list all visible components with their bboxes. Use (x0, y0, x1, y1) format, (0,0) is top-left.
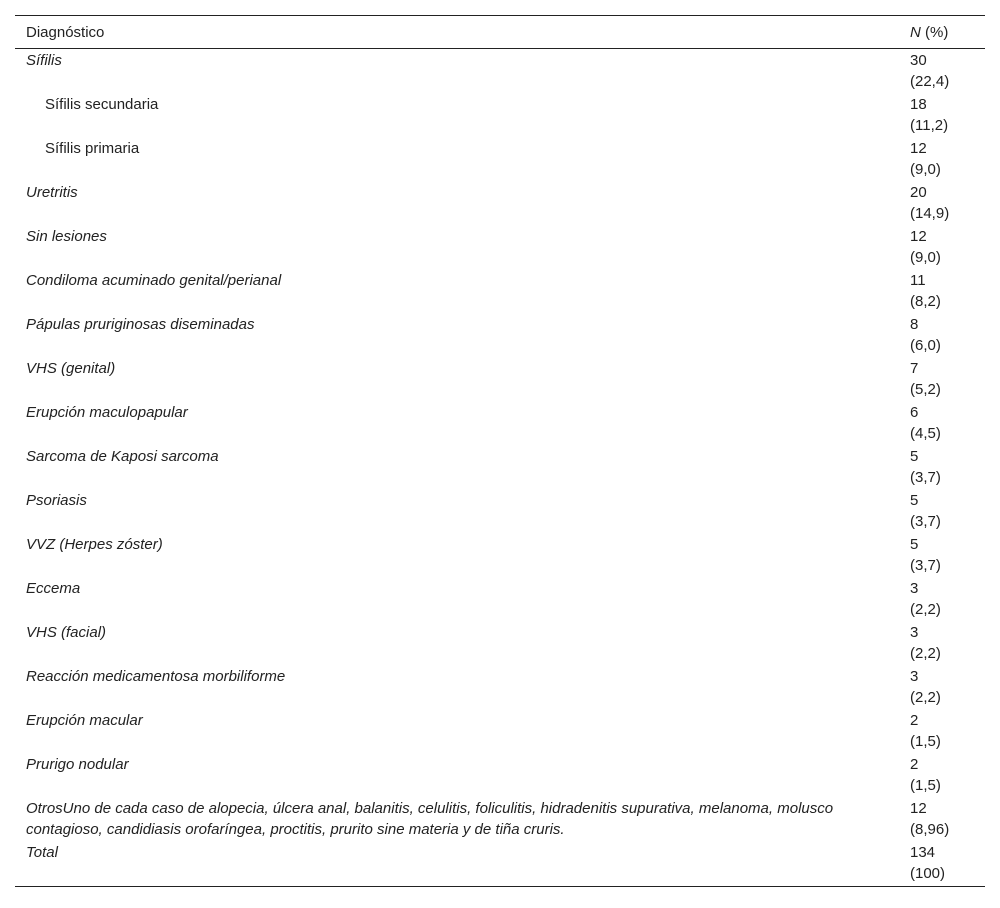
row-n: 134 (910, 844, 936, 861)
row-pct: (22,4) (910, 73, 950, 90)
row-pct: (8,96) (910, 821, 950, 838)
row-pct: (3,7) (910, 469, 941, 486)
table-row (15, 534, 985, 578)
row-n: 3 (910, 624, 919, 641)
row-value (900, 226, 985, 268)
row-n: 3 (910, 580, 919, 597)
row-value (900, 358, 985, 400)
table-row (15, 798, 985, 842)
row-value (900, 94, 985, 136)
row-pct: (2,2) (910, 601, 941, 618)
row-label: Reacción medicamentosa morbiliforme (26, 668, 286, 685)
row-value (900, 578, 985, 620)
table-header-row (15, 16, 985, 48)
row-value (900, 622, 985, 664)
row-label: Total (26, 844, 58, 861)
row-value (900, 446, 985, 488)
table-row (15, 710, 985, 754)
row-n: 5 (910, 492, 919, 509)
row-value (900, 50, 985, 92)
row-pct: (5,2) (910, 381, 941, 398)
row-n: 12 (910, 228, 927, 245)
row-value (900, 138, 985, 180)
row-n: 12 (910, 800, 927, 817)
row-pct: (11,2) (910, 117, 949, 134)
row-label: OtrosUno de cada caso de alopecia, úlcera anal, balanitis, celulitis, foliculitis, hidradenitis supurativa, melanoma, molusco contagioso, candidiasis orofaríngea, proctitis, prurito sine materia y de tiña cruris. (26, 800, 834, 838)
row-value (900, 754, 985, 796)
table-row (15, 490, 985, 534)
row-label: Sarcoma de Kaposi sarcoma (26, 448, 219, 465)
row-pct: (1,5) (910, 777, 941, 794)
row-label: Sin lesiones (26, 228, 107, 245)
table-row (15, 446, 985, 490)
row-value (900, 842, 985, 884)
row-value (900, 798, 985, 840)
table-row (15, 578, 985, 622)
table-row (15, 314, 985, 358)
row-n: 30 (910, 52, 927, 69)
row-label: Prurigo nodular (26, 756, 129, 773)
row-label: VVZ (Herpes zóster) (26, 536, 163, 553)
row-value (900, 182, 985, 224)
table-row (15, 622, 985, 666)
table-row (15, 226, 985, 270)
table-row (15, 182, 985, 226)
row-value (900, 666, 985, 708)
row-pct: (14,9) (910, 205, 950, 222)
row-n: 7 (910, 360, 919, 377)
row-value (900, 710, 985, 752)
table-bottom-rule (15, 886, 985, 887)
row-label: Sífilis (26, 52, 62, 69)
table-row-total (15, 842, 985, 886)
row-n: 5 (910, 448, 919, 465)
table-row (15, 358, 985, 402)
row-n: 12 (910, 140, 927, 157)
table-row (15, 94, 985, 138)
row-pct: (6,0) (910, 337, 941, 354)
row-label: Sífilis secundaria (45, 96, 159, 113)
row-value (900, 270, 985, 312)
header-n-pct (900, 24, 985, 41)
row-pct: (2,2) (910, 645, 941, 662)
row-n: 18 (910, 96, 927, 113)
row-n: 3 (910, 668, 919, 685)
row-n: 20 (910, 184, 927, 201)
row-n: 11 (910, 272, 926, 289)
row-pct: (8,2) (910, 293, 941, 310)
table-row (15, 402, 985, 446)
row-label: Pápulas pruriginosas diseminadas (26, 316, 255, 333)
row-pct: (2,2) (910, 689, 941, 706)
header-diagnosis: Diagnóstico (26, 23, 105, 41)
row-value (900, 490, 985, 532)
row-pct: (100) (910, 865, 946, 882)
table-row (15, 666, 985, 710)
row-pct: (1,5) (910, 733, 941, 750)
header-n: N (910, 23, 921, 41)
row-pct: (3,7) (910, 513, 941, 530)
header-pct: (%) (920, 23, 949, 41)
row-n: 2 (910, 756, 919, 773)
table-row (15, 754, 985, 798)
row-label: Uretritis (26, 184, 78, 201)
row-label: Eccema (26, 580, 81, 597)
row-label: VHS (facial) (26, 624, 107, 641)
table-header-rule (15, 48, 985, 49)
diagnosis-table (15, 15, 985, 887)
row-pct: (9,0) (910, 161, 941, 178)
row-label: Erupción macular (26, 712, 143, 729)
row-label: VHS (genital) (26, 360, 116, 377)
row-n: 5 (910, 536, 919, 553)
row-n: 8 (910, 316, 919, 333)
row-value (900, 534, 985, 576)
row-pct: (3,7) (910, 557, 941, 574)
row-n: 6 (910, 404, 919, 421)
row-value (900, 314, 985, 356)
table-row (15, 270, 985, 314)
row-value (900, 402, 985, 444)
row-label: Erupción maculopapular (26, 404, 188, 421)
table-row (15, 138, 985, 182)
row-n: 2 (910, 712, 919, 729)
row-label: Psoriasis (26, 492, 87, 509)
row-pct: (9,0) (910, 249, 941, 266)
row-label: Sífilis primaria (45, 140, 140, 157)
table-row (15, 50, 985, 94)
row-label: Condiloma acuminado genital/perianal (26, 272, 282, 289)
row-pct: (4,5) (910, 425, 941, 442)
